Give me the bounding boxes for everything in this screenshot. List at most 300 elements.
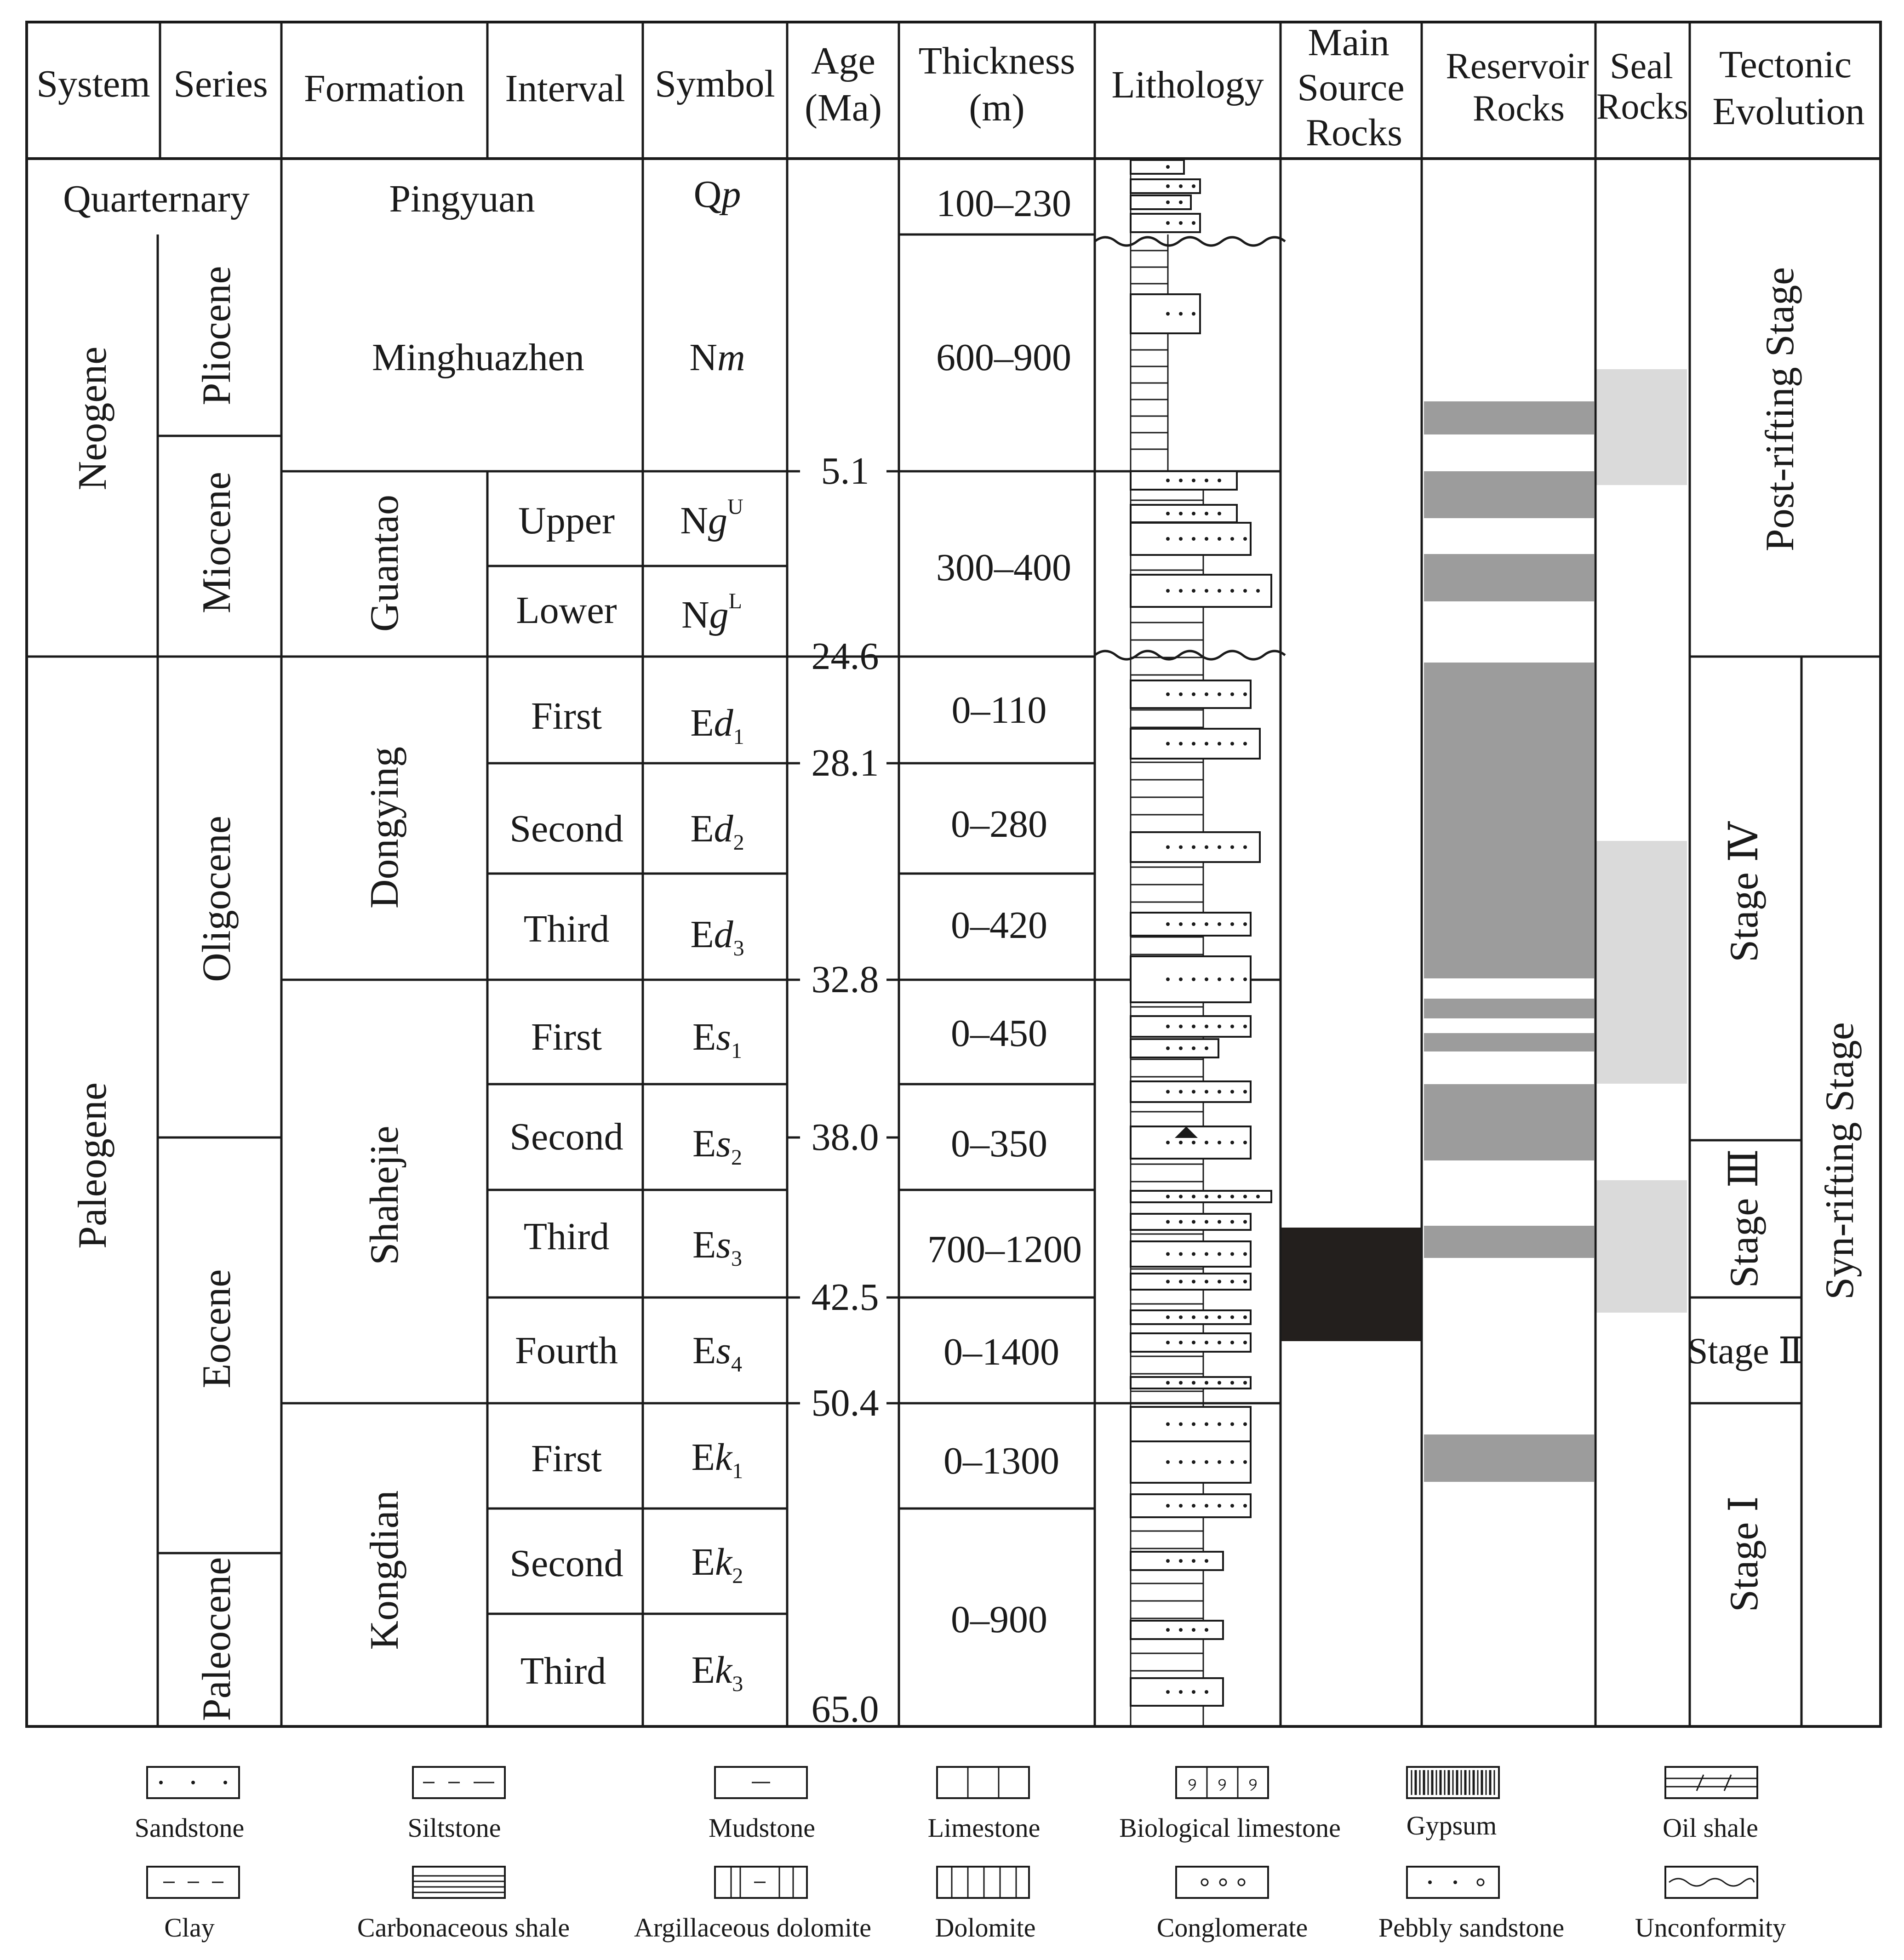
interval-ek2: Second [509, 1542, 623, 1585]
symbol-ng-lower: $Ng^L$ [681, 589, 742, 636]
lithology-grain [1166, 846, 1170, 849]
header-lithology: Lithology [1111, 63, 1264, 106]
interval-es1: First [531, 1016, 602, 1058]
lithology-grain [1166, 1341, 1170, 1344]
lithology-grain [1166, 742, 1170, 746]
thickness-label: 600–900 [936, 336, 1071, 379]
lithology-grain [1192, 312, 1195, 316]
lithology-grain [1243, 1141, 1247, 1144]
reservoir-band [1424, 1033, 1594, 1051]
lithology-grain [1243, 1280, 1247, 1284]
header-system: System [36, 63, 150, 105]
tectonic-labels [1687, 267, 1862, 1612]
lithology-grain [1166, 479, 1170, 482]
age-label: 32.8 [811, 958, 879, 1001]
lithology-grain [1192, 1025, 1195, 1029]
thickness-label: 0–450 [951, 1012, 1047, 1055]
interval-ek1: First [531, 1437, 602, 1480]
legend-label-mudstone: Mudstone [709, 1813, 815, 1843]
lithology-grain [1179, 184, 1183, 188]
lithology-grain [1192, 1252, 1195, 1256]
lithology-grain [1230, 1025, 1234, 1029]
interval-es2: Second [509, 1115, 623, 1158]
legend-label-siltstone: Siltstone [407, 1813, 501, 1843]
lithology-grain [1192, 1628, 1195, 1632]
header-seal-2: Rocks [1596, 86, 1688, 127]
formation-pingyuan: Pingyuan [389, 177, 535, 220]
lithology-grain [1230, 1280, 1234, 1284]
lithology-grain [1166, 922, 1170, 926]
lithology-grain [1192, 537, 1195, 541]
lithology-grain [1166, 1559, 1170, 1563]
age-label: 50.4 [811, 1382, 879, 1424]
lithology-grain [1243, 1252, 1247, 1256]
lithology-grain [1179, 1025, 1183, 1029]
symbol-qp: Qp [693, 173, 741, 216]
legend-unconformity-swatch [1665, 1867, 1757, 1898]
lithology-grain [1205, 1090, 1208, 1094]
lithology-grain [1243, 1381, 1247, 1385]
symbol-es1: $Es_1$ [692, 1016, 743, 1063]
tectonic-stage-4: Stage Ⅳ [1722, 822, 1767, 962]
seal-band [1596, 841, 1687, 1084]
lithology-grain [1179, 221, 1183, 225]
thickness-label: 0–1400 [943, 1331, 1059, 1373]
lithology-grain [1218, 742, 1221, 746]
thickness-label: 300–400 [936, 546, 1071, 589]
lithology-grain [1166, 1195, 1170, 1199]
lithology-grain [1218, 922, 1221, 926]
lithology-grain [1192, 1381, 1195, 1385]
lithology-grain [1179, 1341, 1183, 1344]
lithology-grain [1166, 1280, 1170, 1284]
age-labels [812, 450, 879, 1731]
header-reservoir-2: Rocks [1473, 88, 1565, 129]
system-quaternary: Quarternary [63, 177, 250, 220]
lithology-grain [1230, 922, 1234, 926]
lithology-grain [1205, 1628, 1208, 1632]
tectonic-post-rifting: Post-rifting Stage [1758, 267, 1802, 552]
legend-mudstone-swatch [715, 1767, 807, 1798]
legend-label-limestone: Limestone [927, 1813, 1041, 1843]
lithology-grain [1166, 312, 1170, 316]
interval-labels [509, 499, 623, 1692]
legend-gypsum-swatch [1407, 1767, 1499, 1798]
age-ticks [787, 471, 899, 1403]
lithology-grain [1243, 589, 1247, 593]
lithology-grain [1192, 1315, 1195, 1319]
header-formation: Formation [304, 67, 465, 110]
legend [135, 1767, 1786, 1943]
lithology-grain [1192, 589, 1195, 593]
lithology-grain [1192, 922, 1195, 926]
lithology-bed [1131, 1678, 1223, 1706]
legend-label-conglomerate: Conglomerate [1156, 1913, 1308, 1943]
lithology-grain [1179, 1090, 1183, 1094]
legend-limestone-swatch [937, 1767, 1029, 1798]
symbol-nm: Nm [689, 336, 745, 379]
lithology-grain [1218, 1504, 1221, 1508]
lithology-grain [1243, 1504, 1247, 1508]
main-source-rock-block [1281, 1228, 1422, 1341]
lithology-grain [1192, 1090, 1195, 1094]
lithology-grain [1230, 692, 1234, 696]
lithology-grain [1230, 977, 1234, 981]
lithology-grain [1166, 537, 1170, 541]
legend-label-clay: Clay [164, 1913, 215, 1943]
lithology-grain [1256, 589, 1260, 593]
age-label: 28.1 [811, 742, 879, 784]
lithology-grain [1179, 512, 1183, 515]
lithology-grain [1230, 1315, 1234, 1319]
legend-siltstone-swatch [413, 1767, 505, 1798]
seal-band [1596, 369, 1687, 485]
lithology-grain [1179, 1046, 1183, 1050]
lithology-grain [1166, 1460, 1170, 1464]
lithology-grain [1205, 512, 1208, 515]
lithology-grain [1192, 692, 1195, 696]
lithology-grain [1205, 1141, 1208, 1144]
symbol-ek1: $Ek_1$ [691, 1436, 743, 1483]
lithology-bed [1131, 1191, 1271, 1202]
symbol-es4: $Es_4$ [692, 1329, 743, 1377]
formation-kongdian: Kongdian [362, 1490, 407, 1650]
header-age-unit: (Ma) [805, 86, 882, 129]
lithology-grain [1179, 977, 1183, 981]
legend-label-unconformity: Unconformity [1635, 1913, 1786, 1943]
header-series: Series [173, 63, 268, 105]
lithology-grain [1218, 1341, 1221, 1344]
interval-ed3: Third [523, 908, 610, 950]
lithology-grain [1179, 846, 1183, 849]
lithology-grain [1218, 1090, 1221, 1094]
legend-label-dolomite: Dolomite [935, 1913, 1036, 1943]
legend-oil-shale-swatch [1665, 1767, 1757, 1798]
lithology-grain [1205, 1280, 1208, 1284]
header-age: Age [811, 40, 875, 82]
svg-text:୨: ୨ [1188, 1774, 1197, 1795]
lithology-grain [1166, 589, 1170, 593]
thickness-label: 0–420 [951, 904, 1047, 947]
lithology-grain [1192, 846, 1195, 849]
lithology-grain [1230, 1252, 1234, 1256]
lithology-grain [1205, 1341, 1208, 1344]
lithology-grain [1256, 1195, 1260, 1199]
lithology-grain [1179, 589, 1183, 593]
lithology-grain [1218, 1423, 1221, 1426]
symbol-ek2: $Ek_2$ [691, 1541, 743, 1588]
svg-text:୨: ୨ [1218, 1774, 1227, 1795]
lithology-grain [1205, 1690, 1208, 1694]
lithology-grain [1205, 1381, 1208, 1385]
interval-es3: Third [523, 1215, 610, 1258]
lithology-grain [1179, 692, 1183, 696]
lithology-grain [1230, 1220, 1234, 1224]
lithology-grain [1166, 1252, 1170, 1256]
tectonic-stage-3: Stage Ⅲ [1722, 1149, 1767, 1288]
lithology-grain [1205, 537, 1208, 541]
lithology-grain [1166, 977, 1170, 981]
symbol-ed2: $Ed_2$ [690, 807, 744, 855]
reservoir-band [1424, 471, 1594, 518]
lithology-grain [1218, 1460, 1221, 1464]
system-paleogene: Paleogene [70, 1082, 115, 1249]
lithology-grain [1218, 1141, 1221, 1144]
lithology-grain [1243, 1341, 1247, 1344]
lithology-grain [1192, 1559, 1195, 1563]
legend-biological-limestone-swatch [1176, 1767, 1268, 1798]
thickness-label: 0–900 [951, 1598, 1047, 1641]
lithology-grain [1179, 1423, 1183, 1426]
lithology-grain [1179, 1381, 1183, 1385]
unconformity-line [1095, 237, 1285, 246]
lithology-grain [1218, 692, 1221, 696]
lithology-grain [1179, 1141, 1183, 1144]
lithology-grain [1218, 1195, 1221, 1199]
lithology-grain [1205, 1423, 1208, 1426]
series-paleocene: Paleocene [194, 1557, 239, 1721]
lithology-grain [1192, 977, 1195, 981]
header-tectonic-2: Evolution [1712, 90, 1865, 133]
lithology-grain [1243, 1195, 1247, 1199]
reservoir-band [1424, 1226, 1594, 1258]
lithology-grain [1166, 184, 1170, 188]
header-source-2: Source [1297, 66, 1405, 109]
symbol-es3: $Es_3$ [692, 1223, 743, 1271]
age-label: 38.0 [811, 1116, 879, 1159]
header-source-3: Rocks [1306, 111, 1402, 154]
seal-band [1596, 1180, 1687, 1313]
formation-guantao: Guantao [362, 494, 407, 632]
header-thickness-unit: (m) [969, 86, 1025, 129]
lithology-grain [1243, 692, 1247, 696]
lithology-grain [1205, 1220, 1208, 1224]
lithology-column [1095, 159, 1285, 1726]
reservoir-band [1424, 1434, 1594, 1482]
lithology-grain [1192, 184, 1195, 188]
lithology-grain [1218, 512, 1221, 515]
lithology-grain [1230, 1341, 1234, 1344]
thickness-labels [927, 182, 1082, 1641]
lithology-grain [1179, 312, 1183, 316]
reservoir-band [1424, 554, 1594, 601]
lithology-grain [1243, 977, 1247, 981]
lithology-grain [1166, 1315, 1170, 1319]
legend-label-argillaceous-dolomite: Argillaceous dolomite [634, 1913, 871, 1943]
lithology-grain [1166, 1504, 1170, 1508]
legend-sandstone-swatch [147, 1767, 239, 1798]
legend-label-pebbly-sandstone: Pebbly sandstone [1378, 1913, 1565, 1943]
lithology-grain [1218, 537, 1221, 541]
lithology-grain [1179, 1252, 1183, 1256]
lithology-grain [1230, 1195, 1234, 1199]
lithology-grain [1205, 1460, 1208, 1464]
lithology-grain [1205, 846, 1208, 849]
symbol-es2: $Es_2$ [692, 1122, 743, 1170]
lithology-grain [1218, 1381, 1221, 1385]
reservoir-band [1424, 401, 1594, 434]
reservoir-rock-bands [1424, 401, 1594, 1482]
lithology-grain [1179, 1460, 1183, 1464]
lithology-grain [1218, 1252, 1221, 1256]
legend-carbonaceous-shale-swatch [413, 1867, 505, 1898]
header-thickness: Thickness [918, 40, 1075, 82]
lithology-grain [1179, 1559, 1183, 1563]
legend-dolomite-swatch [937, 1867, 1029, 1898]
reservoir-band [1424, 999, 1594, 1018]
lithology-grain [1205, 922, 1208, 926]
lithology-grain [1230, 742, 1234, 746]
lithology-grain [1179, 1280, 1183, 1284]
lithology-bed [1131, 294, 1200, 333]
lithology-grain [1243, 1090, 1247, 1094]
seal-rock-bands [1596, 369, 1687, 1313]
lithology-grain [1166, 1046, 1170, 1050]
lithology-grain [1230, 1090, 1234, 1094]
lithology-grain [1243, 1220, 1247, 1224]
lithology-grain [1166, 1690, 1170, 1694]
reservoir-band [1424, 663, 1594, 978]
interval-es4: Fourth [515, 1329, 618, 1372]
symbol-ed3: $Ed_3$ [690, 913, 744, 960]
lithology-bed [1131, 179, 1200, 193]
lithology-grain [1192, 512, 1195, 515]
interval-ed2: Second [509, 807, 623, 850]
lithology-grain [1192, 1141, 1195, 1144]
lithology-grain [1243, 742, 1247, 746]
lithology-bed [1131, 214, 1200, 232]
lithology-bed [1131, 160, 1184, 174]
age-label: 5.1 [821, 450, 869, 492]
tectonic-stage-1: Stage Ⅰ [1722, 1496, 1767, 1612]
lithology-grain [1218, 1315, 1221, 1319]
lithology-grain [1192, 1220, 1195, 1224]
legend-label-biological-limestone: Biological limestone [1119, 1813, 1341, 1843]
header-seal: Seal [1610, 46, 1673, 86]
lithology-grain [1230, 846, 1234, 849]
formation-dongying: Dongying [362, 747, 407, 909]
lithology-grain [1166, 1141, 1170, 1144]
symbol-labels [680, 173, 745, 1696]
tectonic-syn-rifting: Syn-rifting Stage [1818, 1022, 1862, 1300]
age-label: 42.5 [811, 1276, 879, 1319]
lithology-grain [1205, 742, 1208, 746]
lithology-grain [1166, 692, 1170, 696]
lithology-grain [1179, 1690, 1183, 1694]
formation-shahejie: Shahejie [362, 1126, 407, 1265]
lithology-grain [1192, 1423, 1195, 1426]
interval-ek3: Third [520, 1650, 606, 1692]
series-eocene: Eocene [194, 1269, 239, 1389]
lithology-grain [1166, 1381, 1170, 1385]
lithology-grain [1179, 742, 1183, 746]
reservoir-band [1424, 1084, 1594, 1160]
symbol-ed1: $Ed_1$ [690, 702, 744, 749]
lithology-grain [1243, 846, 1247, 849]
series-oligocene: Oligocene [194, 816, 239, 982]
lithology-grain [1179, 1195, 1183, 1199]
legend-label-oil-shale: Oil shale [1663, 1813, 1758, 1843]
lithology-grain [1243, 922, 1247, 926]
lithology-grain [1218, 977, 1221, 981]
legend-clay-swatch [147, 1867, 239, 1898]
lithology-grain [1230, 537, 1234, 541]
age-label: 24.6 [811, 635, 879, 678]
lithology-grain [1230, 1504, 1234, 1508]
symbol-ng-upper: $Ng^U$ [680, 495, 743, 542]
lithology-grain [1179, 1504, 1183, 1508]
legend-label-sandstone: Sandstone [134, 1813, 245, 1843]
lithology-grain [1218, 589, 1221, 593]
legend-label-carbonaceous-shale: Carbonaceous shale [357, 1913, 570, 1943]
lithology-grain [1179, 1628, 1183, 1632]
lithology-grain [1166, 1628, 1170, 1632]
legend-argillaceous-dolomite-swatch [715, 1867, 807, 1898]
tectonic-stage-2: Stage Ⅱ [1687, 1331, 1804, 1371]
lithology-grain [1192, 1195, 1195, 1199]
lithology-grain [1166, 165, 1170, 169]
lithology-grain [1230, 1141, 1234, 1144]
lithology-grain [1205, 1559, 1208, 1563]
thickness-label: 0–1300 [943, 1440, 1059, 1482]
lithology-grain [1205, 1025, 1208, 1029]
lithology-grain [1166, 512, 1170, 515]
lithology-grain [1205, 589, 1208, 593]
lithology-grain [1179, 1315, 1183, 1319]
thickness-label: 100–230 [936, 182, 1071, 225]
thickness-label: 700–1200 [927, 1228, 1082, 1271]
thickness-label: 0–110 [951, 689, 1047, 731]
lithology-grain [1243, 1025, 1247, 1029]
lithology-grain [1230, 1381, 1234, 1385]
lithology-grain [1192, 221, 1195, 225]
lithology-grain [1205, 1252, 1208, 1256]
lithology-grain [1218, 1280, 1221, 1284]
legend-label-gypsum: Gypsum [1406, 1811, 1497, 1840]
lithology-grain [1218, 479, 1221, 482]
lithology-grain [1179, 479, 1183, 482]
lithology-grain [1192, 1046, 1195, 1050]
lithology-grain [1166, 1025, 1170, 1029]
thickness-label: 0–280 [951, 803, 1047, 846]
lithology-grain [1192, 1341, 1195, 1344]
lithology-grain [1205, 1504, 1208, 1508]
interval-ed1: First [531, 695, 602, 737]
lithology-grain [1192, 742, 1195, 746]
lithology-grain [1218, 846, 1221, 849]
interval-ng-lower: Lower [516, 589, 617, 632]
lithology-bed [1131, 575, 1271, 607]
lithology-grain [1166, 1090, 1170, 1094]
legend-conglomerate-swatch [1176, 1867, 1268, 1898]
lithology-grain [1166, 200, 1170, 204]
lithology-grain [1243, 1460, 1247, 1464]
lithology-grain [1166, 1220, 1170, 1224]
lithology-grain [1179, 1220, 1183, 1224]
symbol-ek3: $Ek_3$ [691, 1649, 743, 1696]
lithology-grain [1205, 977, 1208, 981]
lithology-bed [1131, 1621, 1223, 1639]
lithology-grain [1166, 221, 1170, 225]
header-row [36, 21, 1864, 154]
lithology-grain [1192, 479, 1195, 482]
system-neogene: Neogene [70, 346, 115, 491]
series-pliocene: Pliocene [194, 266, 239, 406]
lithology-grain [1243, 537, 1247, 541]
header-source-1: Main [1308, 21, 1389, 64]
lithology-grain [1218, 1220, 1221, 1224]
lithology-grain [1205, 1046, 1208, 1050]
